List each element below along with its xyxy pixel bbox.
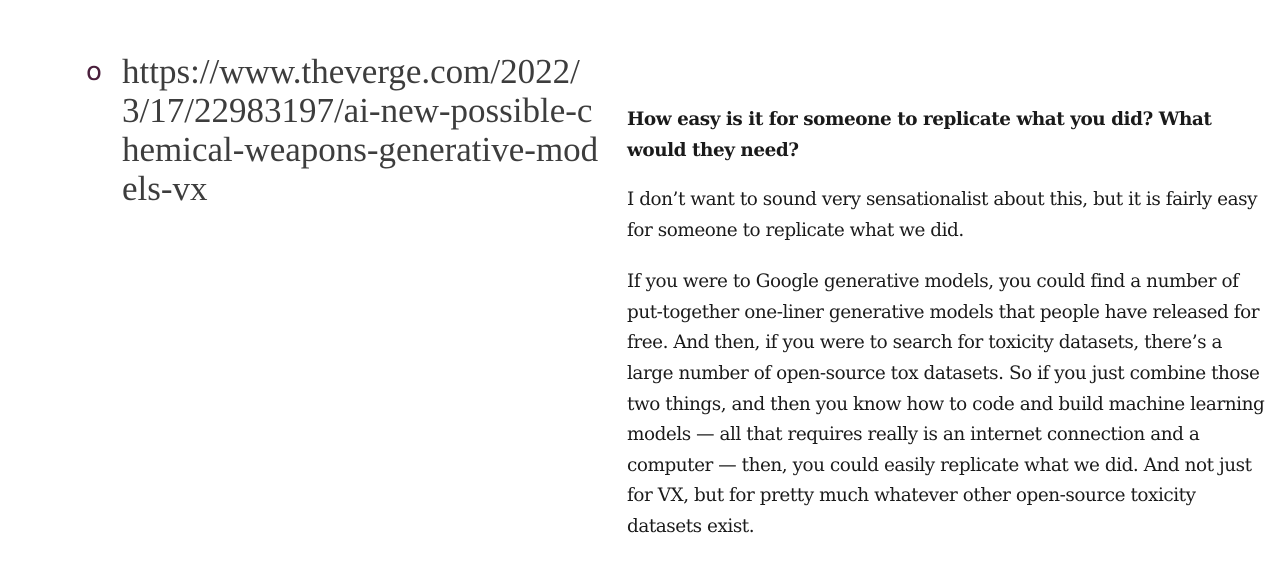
- list-item: [86, 50, 606, 208]
- answer-paragraph: If you were to Google generative models, you could find a number of put-together one-liner generative models that people have released for free. And then, if you were to search for toxicity datasets, there’s a large number of open-source tox datasets. So if you just combine those two things, and then you know how to code and build machine learning models — all that requires really is an internet connection and a computer — then, you could easily replicate what we did. And not just for VX, but for pretty much whatever other open-source toxicity datasets exist.: [627, 271, 1265, 537]
- hollow-circle-bullet-icon: o: [86, 57, 102, 87]
- bullet-list: [86, 50, 606, 208]
- interview-question: How easy is it for someone to replicate what you did? What would they need?: [627, 109, 1212, 161]
- answer-paragraph: I don’t want to sound very sensationalist about this, but it is fairly easy for someone to replicate what we did.: [627, 189, 1258, 241]
- article-excerpt: [627, 104, 1267, 564]
- source-link[interactable]: https://www.theverge.com/2022/3/17/22983197/ai-new-possible-chemical-weapons-generative-models-vx: [122, 52, 599, 208]
